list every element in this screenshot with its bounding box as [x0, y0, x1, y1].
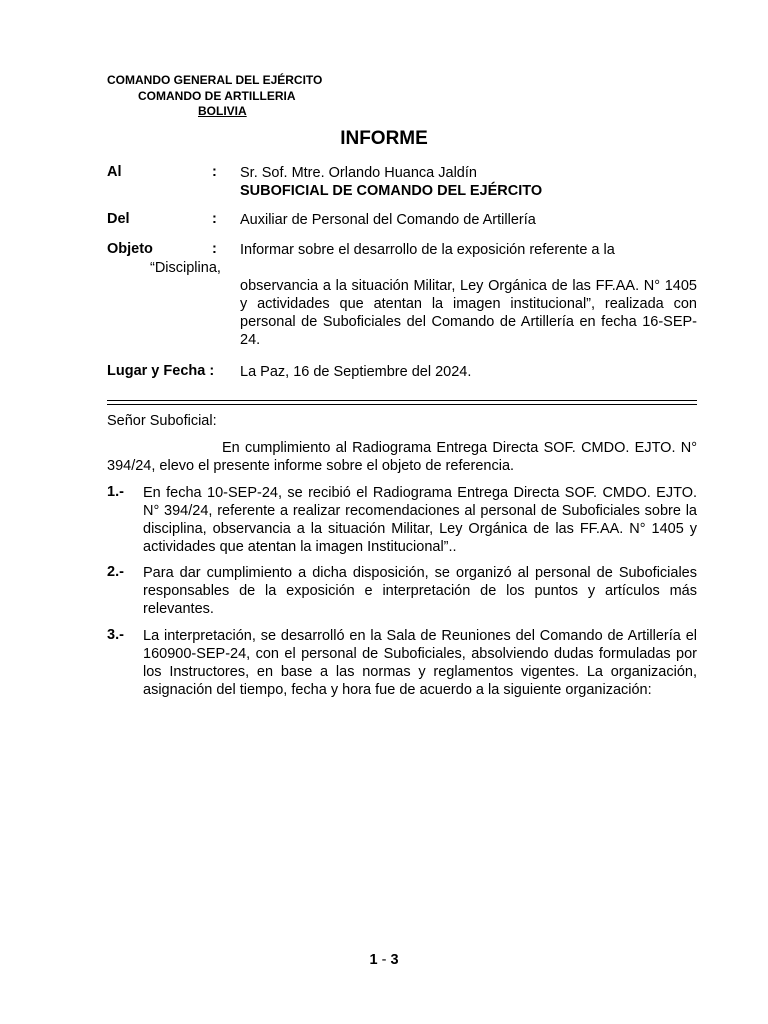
field-value-objeto-rest: observancia a la situación Militar, Ley Orgánica de las FF.AA. N° 1405 y actividades que atentan la imagen institucional”, realizada con personal de Suboficiales del Comando de Artillería en fecha 16-SEP-24.: [240, 278, 697, 348]
field-value-objeto-line1: Informar sobre el desarrollo de la exposición referente a la: [240, 242, 615, 258]
field-label-al: Al: [107, 164, 122, 180]
item-number: 1.-: [107, 484, 124, 500]
recipient-title: SUBOFICIAL DE COMANDO DEL EJÉRCITO: [240, 183, 543, 199]
page-separator: -: [381, 952, 387, 968]
field-value-objeto-wrap: “Disciplina,: [150, 260, 221, 276]
page-current: 1: [369, 952, 378, 968]
field-value-del: Auxiliar de Personal del Comando de Artillería: [240, 212, 536, 228]
item-text: La interpretación, se desarrolló en la Sala de Reuniones del Comando de Artillería el 160900-SEP-24, con el personal de Suboficiales, absolviendo dudas formuladas por los Instructores, en base a las normas y reglamentos vigentes. La organización, asignación del tiempo, fecha y hora fue de acuerdo a la siguiente organización:: [143, 628, 697, 698]
field-value-al: [240, 164, 697, 200]
field-colon-objeto: :: [212, 241, 217, 257]
header-command-artillery: COMANDO DE ARTILLERIA: [138, 89, 296, 103]
page-number: [0, 952, 768, 968]
header-country: BOLIVIA: [198, 104, 247, 118]
item-text: Para dar cumplimiento a dicha disposición, se organizó al personal de Suboficiales responsables de la exposición e interpretación de los puntos y artículos más relevantes.: [143, 565, 697, 617]
double-rule-top: [107, 400, 697, 401]
field-colon-del: :: [212, 211, 217, 227]
double-rule-bottom: [107, 404, 697, 405]
field-label-del: Del: [107, 211, 130, 227]
field-label-objeto: Objeto: [107, 241, 153, 257]
field-label-lugar-fecha: Lugar y Fecha :: [107, 363, 215, 379]
salutation: Señor Suboficial:: [107, 413, 217, 429]
field-colon-al: :: [212, 164, 217, 180]
page-total: 3: [390, 952, 399, 968]
item-text: En fecha 10-SEP-24, se recibió el Radiograma Entrega Directa SOF. CMDO. EJTO. N° 394/24, referente a realizar recomendaciones al personal de Suboficiales sobre la disciplina, observancia a la situación Militar, Ley Orgánica de las FF.AA. N° 1405 y actividades que atentan la imagen Institucional”..: [143, 485, 697, 555]
header-command-general: COMANDO GENERAL DEL EJÉRCITO: [107, 73, 323, 87]
item-number: 2.-: [107, 564, 124, 580]
field-value-lugar-fecha: La Paz, 16 de Septiembre del 2024.: [240, 364, 472, 380]
item-number: 3.-: [107, 627, 124, 643]
document-title: INFORME: [340, 128, 428, 149]
intro-paragraph: En cumplimiento al Radiograma Entrega Directa SOF. CMDO. EJTO. N° 394/24, elevo el presente informe sobre el objeto de referencia.: [107, 440, 697, 474]
recipient-name: Sr. Sof. Mtre. Orlando Huanca Jaldín: [240, 165, 477, 181]
